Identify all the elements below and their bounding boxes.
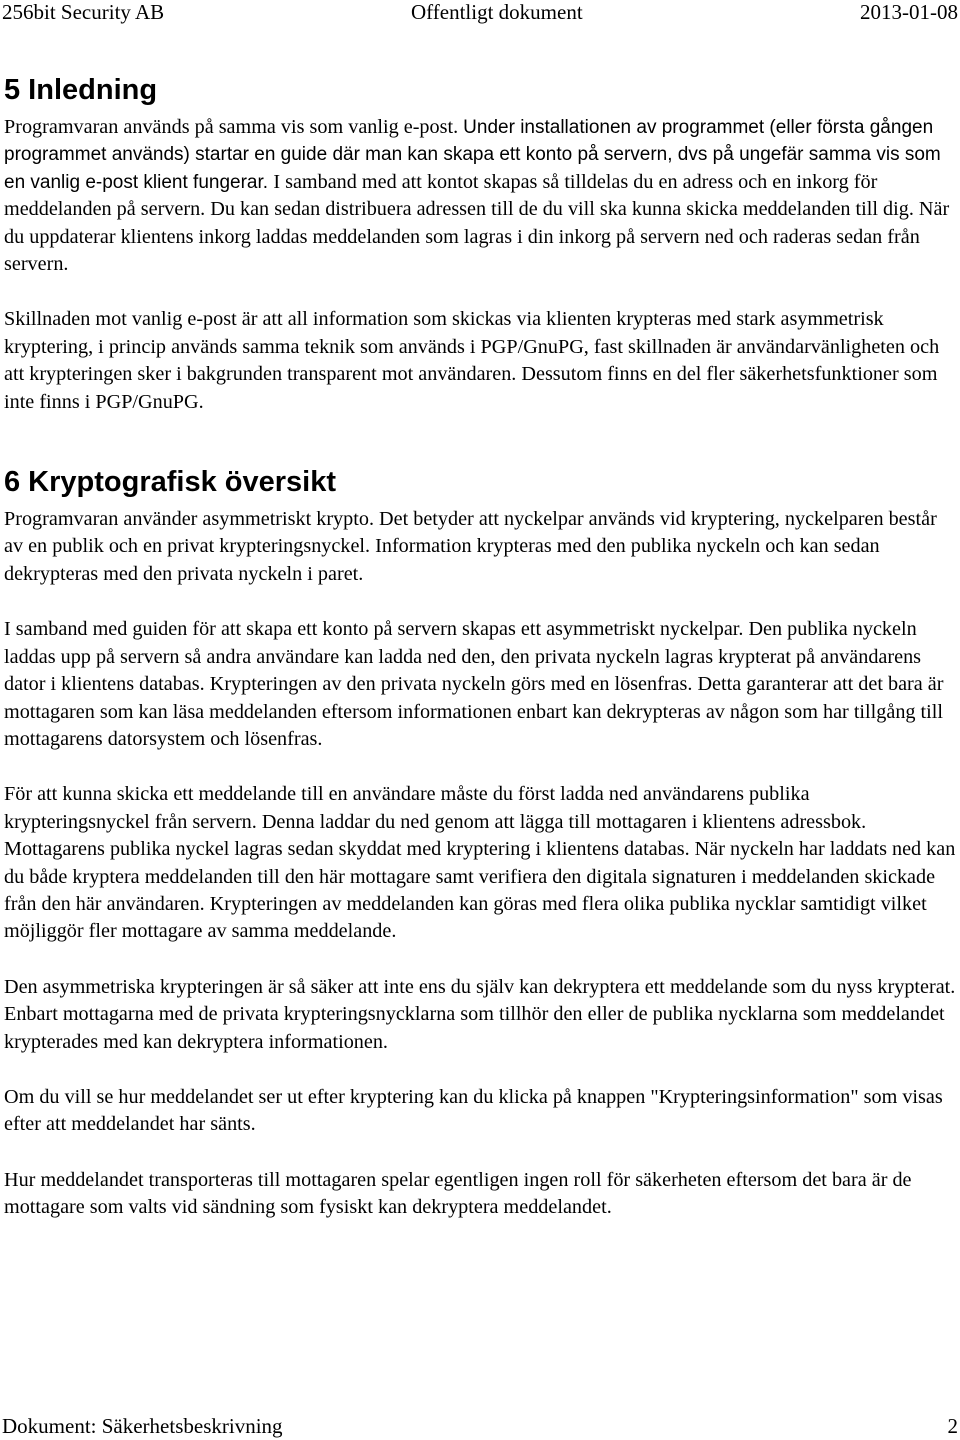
section-heading-inledning: 5 Inledning bbox=[4, 74, 158, 106]
header-date: 2013-01-08 bbox=[860, 0, 958, 24]
paragraph-text: Om du vill se hur meddelandet ser ut efter kryptering kan du klicka på knappen "Krypteringsinformation" som visas efter att meddelandet har sänts. bbox=[4, 1085, 943, 1136]
paragraph-oversikt-1 bbox=[4, 506, 959, 588]
paragraph-text: Den asymmetriska krypteringen är så säker att inte ens du själv kan dekryptera ett meddelande som du nyss krypterat. Enbart mottagarna med de privata krypteringsnycklarna som tillhör den eller de publika nycklarna som meddelandet krypterades med kan dekryptera informationen. bbox=[4, 975, 956, 1053]
header-classification: Offentligt dokument bbox=[411, 0, 583, 24]
paragraph-oversikt-6 bbox=[4, 1167, 959, 1222]
paragraph-oversikt-5 bbox=[4, 1084, 959, 1139]
page-footer bbox=[0, 1412, 960, 1440]
paragraph-text: Programvaran använder asymmetriskt krypto. Det betyder att nyckelpar används vid kryptering, nyckelparen består av en publik och en privat krypteringsnyckel. Information krypteras med den publika nyckeln och kan sedan dekrypteras med den privata nyckeln i paret. bbox=[4, 508, 937, 585]
paragraph-inledning-2 bbox=[4, 306, 959, 416]
paragraph-oversikt-4 bbox=[4, 974, 959, 1056]
footer-document-label: Dokument: Säkerhetsbeskrivning bbox=[2, 1414, 283, 1438]
paragraph-oversikt-2 bbox=[4, 616, 959, 753]
paragraph-text: I samband med guiden för att skapa ett konto på servern skapas ett asymmetriskt nyckelpar. Den publika nyckeln laddas upp på servern så andra användare kan ladda ned den, den privata nyckeln lagras krypterat på användarens dator i klientens databas. Krypteringen av den privata nyckeln görs med en lösenfras. Detta garanterar att det bara är mottagaren som kan läsa meddelanden eftersom informationen enbart kan dekrypteras av någon som har tillgång till mottagarens datorsystem och lösenfras. bbox=[4, 618, 944, 750]
paragraph-text: Programvaran används på samma vis som vanlig e-post. bbox=[4, 116, 464, 138]
paragraph-oversikt-3 bbox=[4, 781, 959, 945]
paragraph-text: För att kunna skicka ett meddelande till en användare måste du först ladda ned användarens publika krypteringsnyckel från servern. Denna laddar du ned genom att lägga till mottagaren i klientens adressbok. Mottagarens publika nyckel lagras sedan skyddat med kryptering i klientens databas. När nyckeln har laddats ned kan du både kryptera meddelanden till den här mottagare samt verifiera den digitala signaturen i meddelanden skickade från den här användaren. Krypteringen av meddelanden kan göras med flera olika publika nycklar samtidigt vilket möjliggör fler mottagare av samma meddelande. bbox=[4, 783, 956, 943]
document-body bbox=[4, 72, 959, 1250]
paragraph-inledning-1 bbox=[4, 114, 959, 278]
paragraph-text: Skillnaden mot vanlig e-post är att all information som skickas via klienten krypteras med stark asymmetrisk kryptering, i princip används samma teknik som används i PGP/GnuPG, fast skillnaden är användarvänligheten och att krypteringen sker i bakgrunden transparent mot användaren. Dessutom finns en del fler säkerhetsfunktioner som inte finns i PGP/GnuPG. bbox=[4, 308, 940, 413]
header-company: 256bit Security AB bbox=[2, 0, 165, 24]
section-heading-kryptografisk-oversikt: 6 Kryptografisk översikt bbox=[4, 466, 337, 499]
footer-page-number: 2 bbox=[947, 1414, 958, 1438]
paragraph-text: I samband med att kontot skapas så tilldelas du en adress och en inkorg för meddelanden på servern. bbox=[4, 170, 878, 221]
paragraph-text: När du uppdaterar klientens inkorg laddas meddelanden som lagras i din inkorg på servern ned och raderas sedan från servern. bbox=[4, 198, 950, 276]
page-header bbox=[0, 0, 960, 24]
paragraph-text: Under installationen av programmet (eller första gången programmet används) startar en guide där man kan skapa ett konto på servern, dvs på ungefär samma vis som en vanlig e-post klient fungerar. bbox=[4, 117, 941, 193]
paragraph-text: Hur meddelandet transporteras till mottagaren spelar egentligen ingen roll för säkerheten eftersom det bara är de mottagare som valts vid sändning som fysiskt kan dekryptera meddelandet. bbox=[4, 1168, 912, 1219]
paragraph-text: Du kan sedan distribuera adressen till de du vill ska kunna skicka meddelanden till dig. bbox=[210, 198, 919, 221]
